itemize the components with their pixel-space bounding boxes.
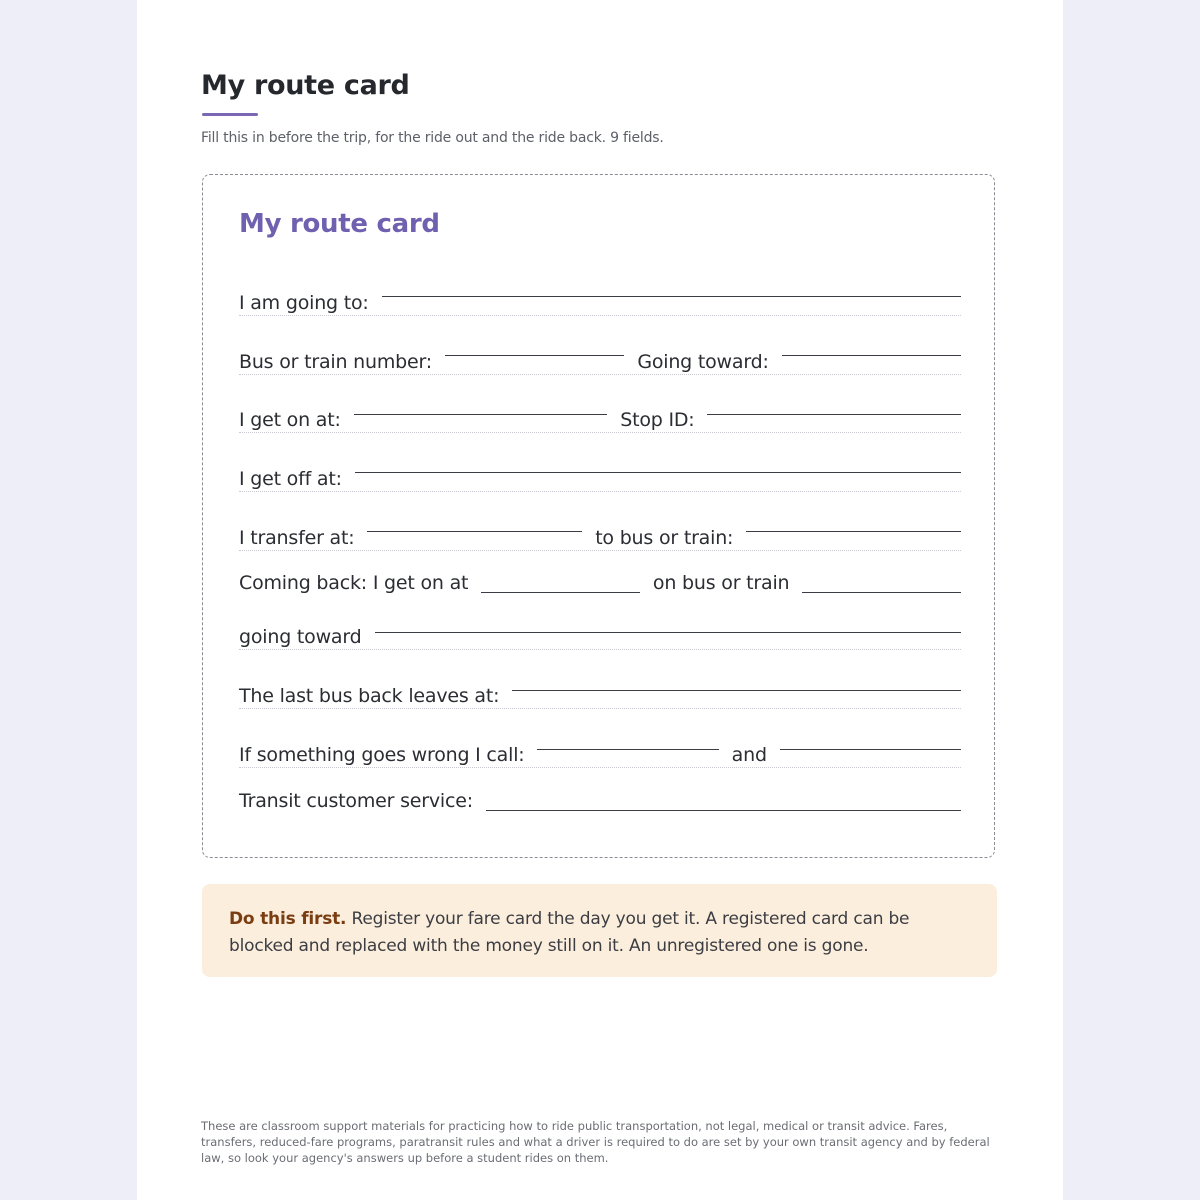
- stop-id-field[interactable]: [707, 413, 961, 415]
- disclaimer: These are classroom support materials for practicing how to ride public transportation, not legal, medical or transit advice. Fares, transfers, reduced-fare programs, paratransit rules and what a driver is required to do are set by your own transit agency and by federal law, so look your agency's answers up before a student rides on them.: [201, 1119, 990, 1165]
- going-toward-label: Going toward:: [637, 351, 769, 373]
- get-off-field[interactable]: [355, 471, 961, 473]
- transfer-label: I transfer at:: [239, 527, 355, 549]
- route-card-title: My route card: [239, 209, 440, 239]
- row-get-off: [239, 447, 961, 492]
- going-to-field[interactable]: [382, 295, 961, 297]
- get-off-label: I get off at:: [239, 468, 342, 490]
- to-bus-label: to bus or train:: [595, 527, 734, 549]
- notice-text: Register your fare card the day you get it. A registered card can be blocked and replaced with the money still on it. An unregistered one is gone.: [229, 909, 910, 956]
- call-field-1[interactable]: [537, 748, 718, 750]
- going-toward-field[interactable]: [782, 354, 961, 356]
- coming-back-field[interactable]: [481, 591, 640, 593]
- title-underline: [202, 113, 258, 116]
- going-toward-back-field[interactable]: [375, 631, 961, 633]
- on-bus-label: on bus or train: [652, 572, 790, 594]
- route-card: [202, 174, 995, 858]
- row-customer-service: [239, 783, 961, 813]
- going-to-label: I am going to:: [239, 292, 369, 314]
- page-subtitle: Fill this in before the trip, for the ride out and the ride back. 9 fields.: [201, 130, 664, 146]
- get-on-label: I get on at:: [239, 409, 341, 431]
- row-something-wrong: [239, 724, 961, 768]
- stop-id-label: Stop ID:: [620, 409, 695, 431]
- on-bus-field[interactable]: [802, 591, 961, 593]
- notice-lead: Do this first.: [229, 909, 347, 929]
- row-get-on: [239, 389, 961, 433]
- row-going-to: [239, 271, 961, 316]
- customer-service-field[interactable]: [486, 809, 961, 811]
- row-bus-number: [239, 330, 961, 375]
- get-on-field[interactable]: [354, 413, 608, 415]
- last-bus-field[interactable]: [512, 689, 961, 691]
- page-title: My route card: [201, 70, 410, 101]
- row-coming-back: [239, 565, 961, 595]
- call-label: If something goes wrong I call:: [239, 744, 525, 766]
- and-label: and: [731, 744, 767, 766]
- row-last-bus: [239, 665, 961, 709]
- bus-number-field[interactable]: [445, 354, 624, 356]
- last-bus-label: The last bus back leaves at:: [239, 685, 500, 707]
- bus-number-label: Bus or train number:: [239, 351, 432, 373]
- transfer-field[interactable]: [367, 530, 582, 532]
- page: [137, 0, 1063, 1200]
- customer-service-label: Transit customer service:: [239, 790, 473, 812]
- do-this-first-notice: [202, 884, 997, 977]
- row-transfer: [239, 506, 961, 551]
- going-toward-back-label: going toward: [239, 626, 362, 648]
- to-bus-field[interactable]: [746, 530, 961, 532]
- call-field-2[interactable]: [780, 748, 961, 750]
- coming-back-label: Coming back: I get on at: [239, 572, 469, 594]
- row-going-toward-back: [239, 607, 961, 650]
